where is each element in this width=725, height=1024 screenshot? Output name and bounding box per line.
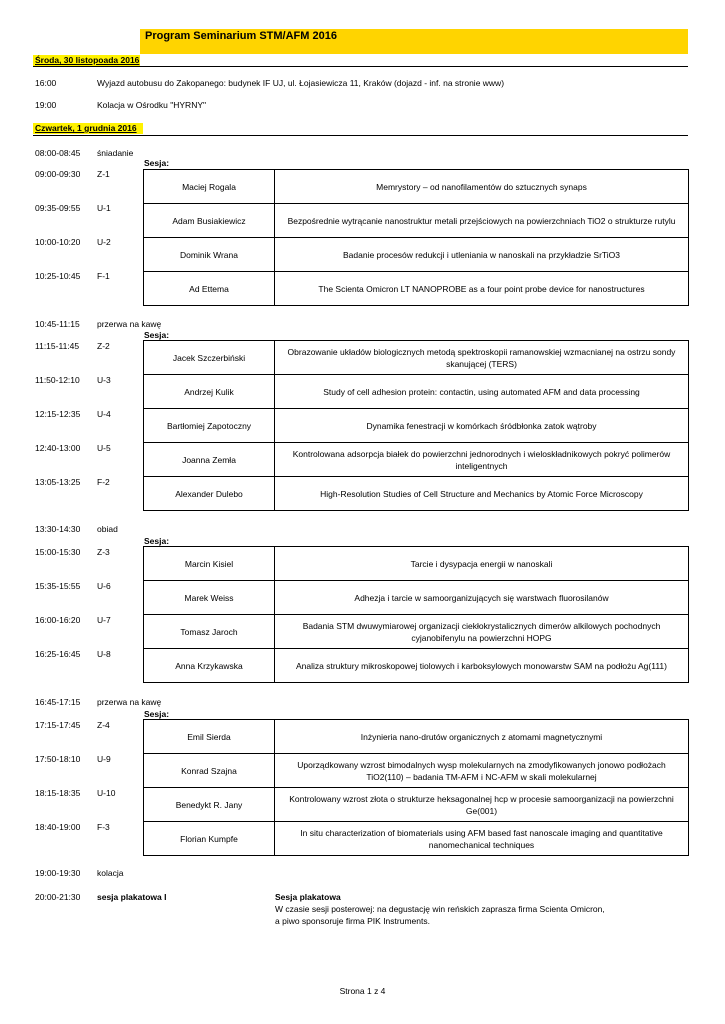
talk-time: 12:15-12:35 <box>35 409 81 419</box>
talk-code: U-9 <box>97 754 111 764</box>
break-time: 16:45-17:15 <box>35 697 81 707</box>
talk-title: Badanie procesów redukcji i utleniania w nanoskali na przykładzie SrTiO3 <box>342 249 621 260</box>
talk-row <box>144 615 688 649</box>
speaker-name: Florian Kumpfe <box>144 822 275 855</box>
talk-title: Kontrolowana adsorpcja białek do powierzchni jednorodnych i wieloskładnikowych pokryć polimerów inteligentnych <box>292 448 671 471</box>
speaker-name: Bartłomiej Zapotoczny <box>144 409 275 442</box>
talk-title: Analiza struktury mikroskopowej tiolowych i karboksylowych monowarstw SAM na podłożu Ag(111) <box>295 660 667 671</box>
speaker-name: Maciej Rogala <box>144 170 275 203</box>
talk-title: Obrazowanie układów biologicznych metodą spektroskopii ramanowskiej wzmacnianej na ostrzu sondy skanującej (TERS) <box>287 346 676 369</box>
day2-divider <box>33 135 688 136</box>
talk-code: U-1 <box>97 203 111 213</box>
talk-title: Tarcie i dysypacja energii w nanoskali <box>410 558 553 569</box>
day1-row-text: Kolacja w Ośrodku "HYRNY" <box>97 100 207 110</box>
session-label: Sesja: <box>144 330 170 340</box>
talk-title: Adhezja i tarcie w samoorganizujących się warstwach fluorosilanów <box>354 592 609 603</box>
breakfast-time: 08:00-08:45 <box>35 148 81 158</box>
talk-title: Kontrolowany wzrost złota o strukturze heksagonalnej hcp w procesie samoorganizacji na powierzchni Ge(001) <box>289 793 674 816</box>
talk-code: F-3 <box>97 822 110 832</box>
talk-code: U-8 <box>97 649 111 659</box>
talk-code: F-1 <box>97 271 110 281</box>
talk-row <box>144 547 688 581</box>
poster-line: a piwo sponsoruje firma PIK Instruments. <box>275 916 430 926</box>
day2-label: Czwartek, 1 grudnia 2016 <box>35 123 137 133</box>
supper-text: kolacja <box>97 868 124 878</box>
talk-title: Study of cell adhesion protein: contactin, using automated AFM and data processing <box>323 386 640 397</box>
break-time: 10:45-11:15 <box>35 319 80 329</box>
talk-code: U-6 <box>97 581 111 591</box>
talk-code: F-2 <box>97 477 110 487</box>
speaker-name: Joanna Zemła <box>144 443 275 476</box>
talk-code: Z-2 <box>97 341 110 351</box>
lunch-text: obiad <box>97 524 118 534</box>
talk-row <box>144 720 688 754</box>
talk-row <box>144 788 688 822</box>
speaker-name: Emil Sierda <box>144 720 275 753</box>
talk-time: 17:15-17:45 <box>35 720 81 730</box>
day1-label: Środa, 30 listopoada 2016 <box>35 55 140 65</box>
speaker-name: Ad Ettema <box>144 272 275 305</box>
talk-title: In situ characterization of biomaterials using AFM based fast nanoscale imaging and quantitative nanomechanical techniques <box>300 827 663 850</box>
talk-row <box>144 477 688 511</box>
speaker-name: Anna Krzykawska <box>144 649 275 682</box>
break-text: przerwa na kawę <box>97 697 162 707</box>
day1-divider <box>33 66 688 67</box>
talk-time: 13:05-13:25 <box>35 477 81 487</box>
talk-row <box>144 341 688 375</box>
talk-time: 11:50-12:10 <box>35 375 80 385</box>
talk-row <box>144 443 688 477</box>
talk-time: 11:15-11:45 <box>35 341 80 351</box>
talk-title: Uporządkowany wzrost bimodalnych wysp molekularnych na zmodyfikowanych jonowo podłożach TiO2(110) – badania TM-AFM i NC-AFM w skali molekularnej <box>297 759 666 782</box>
talk-code: Z-1 <box>97 169 110 179</box>
talk-row <box>144 238 688 272</box>
speaker-name: Dominik Wrana <box>144 238 275 271</box>
talk-row <box>144 409 688 443</box>
day1-row-time: 19:00 <box>35 100 57 110</box>
speaker-name: Marcin Kisiel <box>144 547 275 580</box>
break-text: przerwa na kawę <box>97 319 162 329</box>
talk-code: U-7 <box>97 615 111 625</box>
poster-title: Sesja plakatowa <box>275 892 341 902</box>
talk-row <box>144 272 688 306</box>
talk-row <box>144 754 688 788</box>
speaker-name: Marek Weiss <box>144 581 275 614</box>
session-table <box>143 340 689 511</box>
talk-row <box>144 170 688 204</box>
talk-time: 10:00-10:20 <box>35 237 81 247</box>
talk-time: 09:00-09:30 <box>35 169 81 179</box>
session-label: Sesja: <box>144 536 170 546</box>
session-label: Sesja: <box>144 158 170 168</box>
talk-row <box>144 204 688 238</box>
page-footer: Strona 1 z 4 <box>339 986 386 996</box>
talk-time: 16:25-16:45 <box>35 649 81 659</box>
speaker-name: Jacek Szczerbiński <box>144 341 275 374</box>
talk-code: U-3 <box>97 375 111 385</box>
talk-time: 09:35-09:55 <box>35 203 81 213</box>
poster-label: sesja plakatowa I <box>97 892 167 902</box>
session-label: Sesja: <box>144 709 170 719</box>
breakfast-text: śniadanie <box>97 148 134 158</box>
talk-code: Z-3 <box>97 547 110 557</box>
talk-time: 17:50-18:10 <box>35 754 81 764</box>
talk-title: The Scienta Omicron LT NANOPROBE as a four point probe device for nanostructures <box>318 283 645 294</box>
speaker-name: Andrzej Kulik <box>144 375 275 408</box>
talk-code: U-4 <box>97 409 111 419</box>
talk-row <box>144 375 688 409</box>
talk-time: 15:00-15:30 <box>35 547 81 557</box>
talk-row <box>144 822 688 856</box>
talk-title: Badania STM dwuwymiarowej organizacji ciekłokrystalicznych dimerów alkilowych pochodnych cyjanobifenylu na powierzchni HOPG <box>302 620 661 643</box>
day1-row-time: 16:00 <box>35 78 57 88</box>
talk-code: Z-4 <box>97 720 110 730</box>
day1-row-text: Wyjazd autobusu do Zakopanego: budynek IF UJ, ul. Łojasiewicza 11, Kraków (dojazd - inf. na stronie www) <box>97 78 505 88</box>
speaker-name: Benedykt R. Jany <box>144 788 275 821</box>
talk-code: U-2 <box>97 237 111 247</box>
talk-time: 18:15-18:35 <box>35 788 81 798</box>
talk-code: U-10 <box>97 788 116 798</box>
session-table <box>143 546 689 683</box>
talk-title: Inżynieria nano-drutów organicznych z atomami magnetycznymi <box>360 731 603 742</box>
lunch-time: 13:30-14:30 <box>35 524 81 534</box>
talk-code: U-5 <box>97 443 111 453</box>
talk-title: High-Resolution Studies of Cell Structure and Mechanics by Atomic Force Microscopy <box>320 488 643 499</box>
speaker-name: Konrad Szajna <box>144 754 275 787</box>
poster-time: 20:00-21:30 <box>35 892 81 902</box>
talk-time: 10:25-10:45 <box>35 271 81 281</box>
talk-row <box>144 649 688 683</box>
speaker-name: Alexander Dulebo <box>144 477 275 510</box>
supper-time: 19:00-19:30 <box>35 868 81 878</box>
speaker-name: Adam Busiakiewicz <box>144 204 275 237</box>
speaker-name: Tomasz Jaroch <box>144 615 275 648</box>
talk-row <box>144 581 688 615</box>
talk-time: 16:00-16:20 <box>35 615 81 625</box>
session-table <box>143 169 689 306</box>
talk-title: Bezpośrednie wytrącanie nanostruktur metali przejściowych na powierzchniach TiO2 o strukturze rutylu <box>287 215 676 226</box>
session-table <box>143 719 689 856</box>
talk-time: 12:40-13:00 <box>35 443 81 453</box>
talk-time: 15:35-15:55 <box>35 581 81 591</box>
talk-title: Memrystory – od nanofilamentów do sztucznych synaps <box>376 181 587 192</box>
poster-line: W czasie sesji posterowej: na degustację win reńskich zaprasza firma Scienta Omicron, <box>275 904 605 914</box>
page-title: Program Seminarium STM/AFM 2016 <box>145 30 337 42</box>
talk-time: 18:40-19:00 <box>35 822 81 832</box>
talk-title: Dynamika fenestracji w komórkach śródbłonka zatok wątroby <box>366 420 597 431</box>
